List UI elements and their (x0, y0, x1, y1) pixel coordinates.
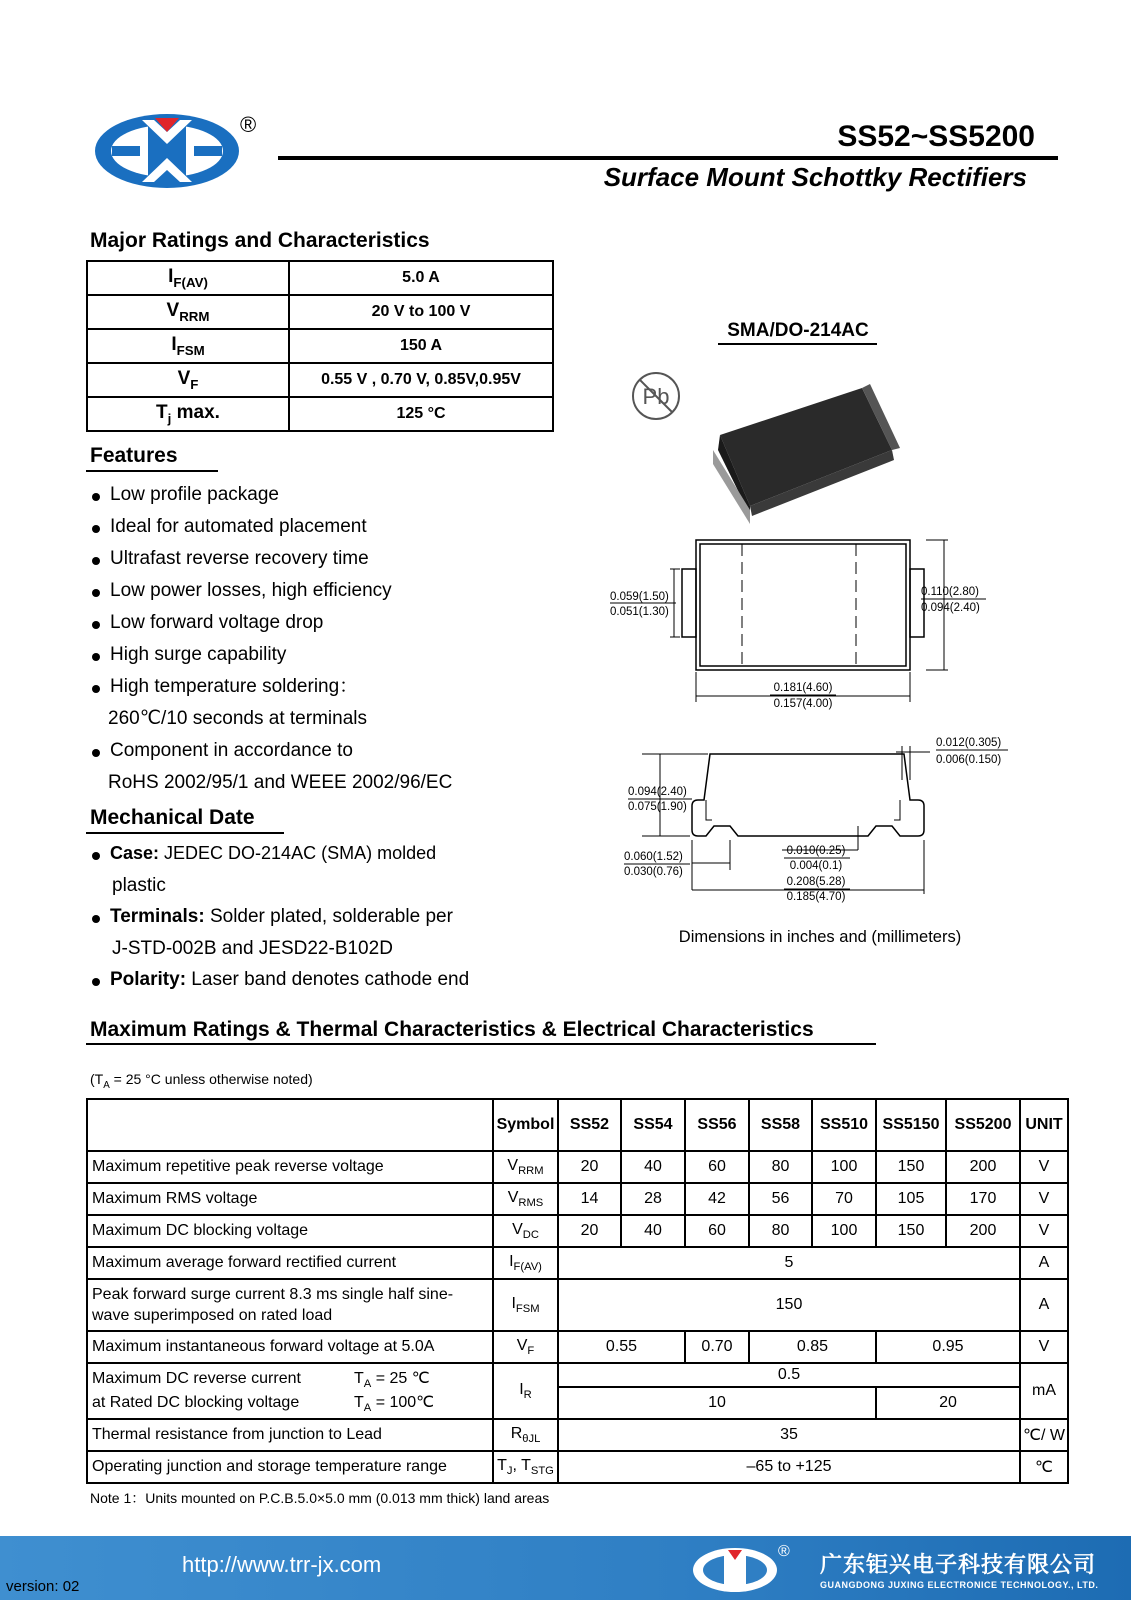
list-item: Low forward voltage drop (90, 607, 452, 639)
footer-logo-icon (690, 1540, 800, 1596)
top-view-dimensions (610, 586, 986, 710)
symbol-cell: $T_J$, $T_{STG}$ (493, 1451, 558, 1483)
value-cell: 80 (749, 1215, 812, 1247)
value-cell: 0.85 (749, 1331, 876, 1363)
svg-text:0.004(0.1): 0.004(0.1) (789, 860, 843, 872)
symbol-cell: $I_{F(AV)}$ (87, 261, 289, 295)
svg-text:0.208(5.28): 0.208(5.28) (786, 876, 846, 888)
conditions-note: ($T_A = 25$ °C unless otherwise noted) (90, 1071, 313, 1091)
company-name-cn: 广东钜兴电子科技有限公司 (820, 1552, 1097, 1577)
version-label: version: 02 (6, 1578, 80, 1595)
features-heading: Features (90, 444, 178, 467)
description-cell: Maximum DC reverse current $T_A = 25$ ℃ at Rated DC blocking voltage $T_A$ = 100℃ (87, 1363, 493, 1419)
column-header: SS56 (685, 1099, 749, 1151)
svg-text:0.006(0.150): 0.006(0.150) (936, 754, 1002, 766)
title-rule (278, 156, 1058, 160)
description-cell: Operating junction and storage temperature range (87, 1451, 493, 1483)
value-cell: 80 (749, 1151, 812, 1183)
side-view-dimensions (624, 737, 1008, 903)
value-cell: –65 to +125 (558, 1451, 1020, 1483)
table-header-row (87, 1099, 1068, 1151)
symbol-cell: $V_{RRM}$ (87, 295, 289, 329)
svg-text:0.075(1.90): 0.075(1.90) (628, 801, 687, 813)
symbol-cell: $I_{FSM}$ (493, 1279, 558, 1331)
value-cell: 0.70 (685, 1331, 749, 1363)
table-row (87, 1279, 1068, 1331)
value-cell: 0.5 (558, 1363, 1020, 1387)
major-ratings-heading: Major Ratings and Characteristics (90, 229, 430, 252)
dimensions-caption: Dimensions in inches and (millimeters) (678, 928, 962, 946)
list-item-continuation: J-STD-002B and JESD22-B102D (112, 937, 393, 959)
value-cell: 150 A (289, 329, 553, 363)
list-item: Ideal for automated placement (90, 511, 452, 543)
major-ratings-table (86, 260, 554, 432)
value-cell: 20 (558, 1151, 621, 1183)
description-cell: Thermal resistance from junction to Lead (87, 1419, 493, 1451)
unit-cell: V (1020, 1331, 1068, 1363)
list-item-continuation: RoHS 2002/95/1 and WEEE 2002/96/EC (108, 772, 453, 793)
value-cell: 28 (621, 1183, 685, 1215)
mechanical-rule (86, 832, 284, 834)
package-name: SMA/DO-214AC (727, 320, 869, 341)
list-item: Ultrafast reverse recovery time (90, 543, 452, 575)
symbol-cell: $T_j$ max. (87, 397, 289, 431)
list-item: Low power losses, high efficiency (90, 575, 452, 607)
description-cell: Maximum repetitive peak reverse voltage (87, 1151, 493, 1183)
description-header (87, 1099, 493, 1151)
value-cell: 200 (946, 1215, 1020, 1247)
symbol-cell: $V_{RMS}$ (493, 1183, 558, 1215)
package-drawing (600, 310, 1040, 960)
mechanical-heading: Mechanical Date (90, 806, 255, 829)
company-name-en: GUANGDONG JUXING ELECTRONICE TECHNOLOGY., LTD. (820, 1580, 1099, 1590)
features-rule (86, 470, 218, 472)
value-cell: 150 (876, 1151, 946, 1183)
svg-text:0.060(1.52): 0.060(1.52) (624, 851, 683, 863)
column-header: UNIT (1020, 1099, 1068, 1151)
svg-text:Pb: Pb (642, 384, 670, 409)
svg-text:0.094(2.40): 0.094(2.40) (921, 602, 980, 614)
symbol-cell: $V_F$ (493, 1331, 558, 1363)
value-cell: 0.55 (558, 1331, 685, 1363)
svg-text:0.030(0.76): 0.030(0.76) (624, 866, 683, 878)
table-row (87, 397, 553, 431)
value-cell: 125 °C (289, 397, 553, 431)
max-ratings-table (86, 1098, 1069, 1484)
svg-text:0.051(1.30): 0.051(1.30) (610, 606, 669, 618)
value-cell: 60 (685, 1151, 749, 1183)
list-item: Polarity: Laser band denotes cathode end (90, 964, 469, 996)
value-cell: 10 (558, 1387, 876, 1419)
symbol-cell: $V_{DC}$ (493, 1215, 558, 1247)
table-row (87, 1247, 1068, 1279)
unit-cell: ℃ (1020, 1451, 1068, 1483)
table-row (87, 295, 553, 329)
symbol-cell: $V_F$ (87, 363, 289, 397)
symbol-cell: $R_{\theta JL}$ (493, 1419, 558, 1451)
value-cell: 70 (812, 1183, 876, 1215)
unit-cell: mA (1020, 1363, 1068, 1419)
value-cell: 105 (876, 1183, 946, 1215)
svg-text:0.010(0.25): 0.010(0.25) (786, 845, 846, 857)
value-cell: 200 (946, 1151, 1020, 1183)
value-cell: 150 (876, 1215, 946, 1247)
company-logo (92, 108, 272, 198)
list-item: High temperature soldering： (90, 671, 452, 703)
value-cell: 0.55 V , 0.70 V, 0.85V,0.95V (289, 363, 553, 397)
column-header: SS58 (749, 1099, 812, 1151)
symbol-cell: $I_{F(AV)}$ (493, 1247, 558, 1279)
table-row (87, 1183, 1068, 1215)
table-row (87, 1451, 1068, 1483)
svg-text:0.094(2.40): 0.094(2.40) (628, 786, 687, 798)
top-view-drawing (670, 540, 948, 702)
value-cell: 100 (812, 1215, 876, 1247)
description-cell: Maximum instantaneous forward voltage at 5.0A (87, 1331, 493, 1363)
unit-cell: V (1020, 1183, 1068, 1215)
description-cell: Maximum DC blocking voltage (87, 1215, 493, 1247)
list-item-continuation: plastic (112, 874, 166, 896)
max-ratings-heading: Maximum Ratings & Thermal Characteristics & Electrical Characteristics (90, 1018, 814, 1041)
list-item: Component in accordance to (90, 735, 452, 767)
value-cell: 40 (621, 1151, 685, 1183)
svg-text:0.110(2.80): 0.110(2.80) (921, 586, 979, 598)
list-item: Case: JEDEC DO-214AC (SMA) molded (90, 838, 469, 870)
list-item: High surge capability (90, 639, 452, 671)
symbol-cell: $I_R$ (493, 1363, 558, 1419)
column-header: SS510 (812, 1099, 876, 1151)
value-cell: 35 (558, 1419, 1020, 1451)
description-cell: Maximum average forward rectified current (87, 1247, 493, 1279)
svg-text:®: ® (778, 1543, 790, 1560)
page-subtitle: Surface Mount Schottky Rectifiers (603, 162, 1027, 192)
list-item: Low profile package (90, 479, 452, 511)
column-header: Symbol (493, 1099, 558, 1151)
table-row (87, 1215, 1068, 1247)
value-cell: 0.95 (876, 1331, 1020, 1363)
unit-cell: A (1020, 1279, 1068, 1331)
side-view-drawing (642, 746, 930, 894)
value-cell: 5 (558, 1247, 1020, 1279)
table-row (87, 261, 553, 295)
value-cell: 170 (946, 1183, 1020, 1215)
value-cell: 20 (876, 1387, 1020, 1419)
page-title: SS52~SS5200 (837, 120, 1035, 153)
pb-free-icon (633, 373, 679, 419)
mechanical-list (90, 838, 469, 996)
table-row (87, 363, 553, 397)
svg-text:0.012(0.305): 0.012(0.305) (936, 737, 1002, 749)
value-cell: 5.0 A (289, 261, 553, 295)
component-image (713, 384, 900, 524)
value-cell: 40 (621, 1215, 685, 1247)
unit-cell: ℃/ W (1020, 1419, 1068, 1451)
column-header: SS52 (558, 1099, 621, 1151)
symbol-cell: $V_{RRM}$ (493, 1151, 558, 1183)
column-header: SS54 (621, 1099, 685, 1151)
symbol-cell: $I_{FSM}$ (87, 329, 289, 363)
value-cell: 42 (685, 1183, 749, 1215)
website-link[interactable]: http://www.trr-jx.com (182, 1552, 382, 1577)
table-row (87, 1151, 1068, 1183)
value-cell: 60 (685, 1215, 749, 1247)
column-header: SS5150 (876, 1099, 946, 1151)
value-cell: 14 (558, 1183, 621, 1215)
table-row (87, 1331, 1068, 1363)
unit-cell: V (1020, 1215, 1068, 1247)
description-cell: Peak forward surge current 8.3 ms single half sine- wave superimposed on rated load (87, 1279, 493, 1331)
table-row (87, 1419, 1068, 1451)
value-cell: 56 (749, 1183, 812, 1215)
description-cell: Maximum RMS voltage (87, 1183, 493, 1215)
footnote: Note 1：Units mounted on P.C.B.5.0×5.0 mm (0.013 mm thick) land areas (90, 1490, 550, 1506)
features-list (90, 479, 452, 799)
table-row (87, 329, 553, 363)
column-header: SS5200 (946, 1099, 1020, 1151)
max-ratings-rule (86, 1043, 876, 1045)
unit-cell: A (1020, 1247, 1068, 1279)
list-item-continuation: 260℃/10 seconds at terminals (108, 708, 367, 729)
unit-cell: V (1020, 1151, 1068, 1183)
value-cell: 20 (558, 1215, 621, 1247)
value-cell: 100 (812, 1151, 876, 1183)
value-cell: 20 V to 100 V (289, 295, 553, 329)
value-cell: 150 (558, 1279, 1020, 1331)
list-item: Terminals: Solder plated, solderable per (90, 901, 469, 933)
svg-text:0.185(4.70): 0.185(4.70) (786, 891, 846, 903)
registered-mark: ® (240, 112, 257, 137)
svg-text:0.059(1.50): 0.059(1.50) (610, 591, 669, 603)
svg-text:0.157(4.00): 0.157(4.00) (773, 698, 833, 710)
svg-text:0.181(4.60): 0.181(4.60) (773, 682, 833, 694)
table-row (87, 1363, 1068, 1387)
